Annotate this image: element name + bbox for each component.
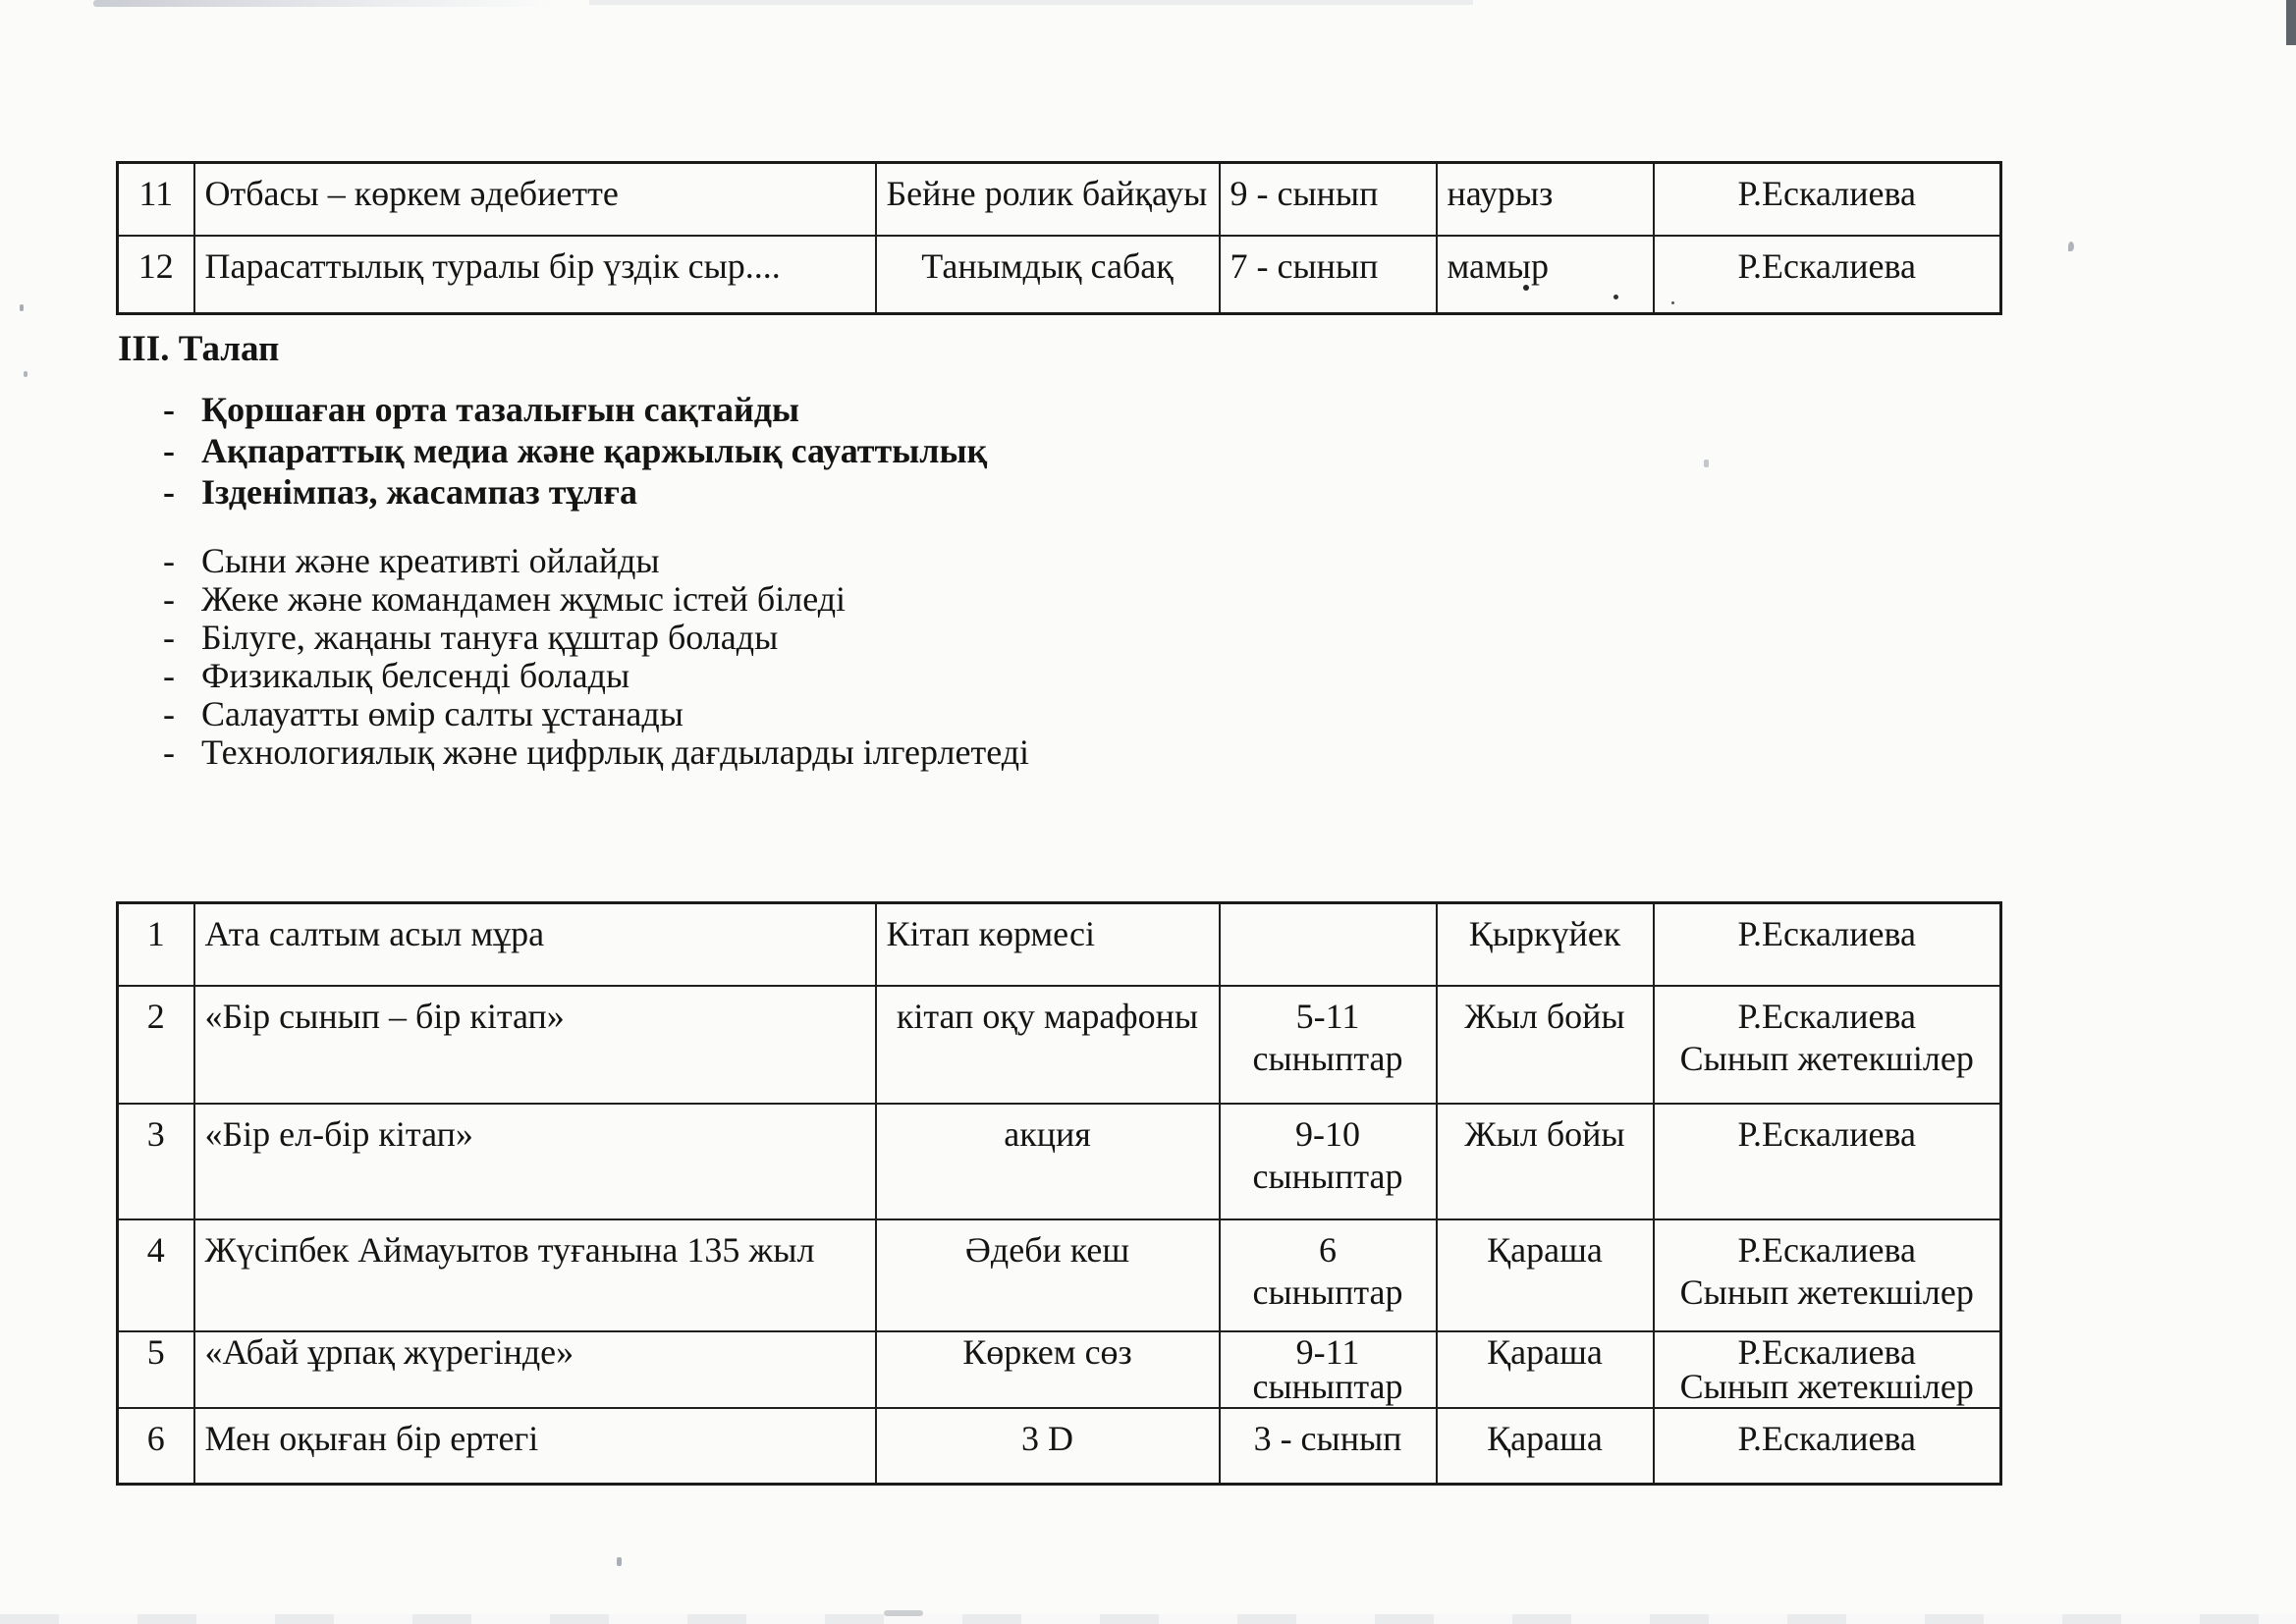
dash-marker: - [163, 431, 175, 470]
dash-marker: - [163, 656, 175, 695]
month-cell: Қараша [1437, 1408, 1654, 1485]
grade-line: сыныптар [1252, 1156, 1403, 1196]
table-row [118, 1331, 2001, 1408]
table-row [118, 163, 2001, 236]
grade-cell [1220, 1104, 1437, 1219]
list-item-text: Ізденімпаз, жасампаз тұлға [201, 472, 637, 512]
event-form-cell: Танымдық сабақ [876, 236, 1220, 314]
scan-artifact [884, 1610, 923, 1616]
responsible-line: Сынып жетекшілер [1679, 1366, 1974, 1406]
list-item [163, 389, 987, 430]
bullet-list [163, 542, 1029, 772]
table-row [118, 1219, 2001, 1331]
event-name-cell: «Абай ұрпақ жүрегінде» [194, 1331, 876, 1408]
grade-line: сыныптар [1252, 1038, 1403, 1078]
list-item-text: Білуге, жаңаны тануға құштар болады [201, 618, 779, 657]
event-form-cell: Көркем сөз [876, 1331, 1220, 1408]
list-item [163, 619, 1029, 657]
event-form-cell: Кітап көрмесі [876, 903, 1220, 986]
event-form-cell: акция [876, 1104, 1220, 1219]
section-heading: III. Талап [118, 329, 280, 369]
month-cell: мамыр [1437, 236, 1654, 314]
row-number-cell: 4 [118, 1219, 194, 1331]
table-row [118, 236, 2001, 314]
scan-artifact [617, 1557, 622, 1566]
grade-cell: 7 - сынып [1220, 236, 1437, 314]
list-item-text: Технологиялық және цифрлық дағдыларды ілгерлетеді [201, 732, 1030, 772]
event-name-cell: «Бір ел-бір кітап» [194, 1104, 876, 1219]
responsible-cell [1654, 986, 2001, 1104]
event-form-cell: 3 D [876, 1408, 1220, 1485]
grade-line: 9-11 [1295, 1331, 1360, 1372]
responsible-cell: Р.Ескалиева [1654, 1408, 2001, 1485]
scan-artifact [0, 1614, 2296, 1624]
list-item [163, 471, 987, 513]
responsible-line: Сынып жетекшілер [1679, 1272, 1974, 1312]
grade-line: сыныптар [1252, 1366, 1403, 1406]
grade-cell [1220, 1331, 1437, 1408]
list-item [163, 430, 987, 471]
dash-marker: - [163, 732, 175, 772]
list-item-text: Сыни және креативті ойлайды [201, 541, 660, 580]
event-form-cell: Бейне ролик байқауы [876, 163, 1220, 236]
row-number-cell: 6 [118, 1408, 194, 1485]
event-name-cell: «Бір сынып – бір кітап» [194, 986, 876, 1104]
event-name-cell: Жүсіпбек Аймауытов туғанына 135 жыл [194, 1219, 876, 1331]
event-name-cell: Ата салтым асыл мұра [194, 903, 876, 986]
row-number-cell: 12 [118, 236, 194, 314]
responsible-line: Р.Ескалиева [1737, 1331, 1916, 1372]
month-cell: Қараша [1437, 1331, 1654, 1408]
row-number-cell: 5 [118, 1331, 194, 1408]
event-name-cell: Парасаттылық туралы бір үздік сыр.... [194, 236, 876, 314]
list-item [163, 733, 1029, 772]
month-cell: Жыл бойы [1437, 986, 1654, 1104]
list-item-text: Жеке және командамен жұмыс істей біледі [201, 579, 847, 619]
grade-cell: 9 - сынып [1220, 163, 1437, 236]
scan-artifact [2286, 0, 2296, 45]
grade-cell [1220, 986, 1437, 1104]
row-number-cell: 2 [118, 986, 194, 1104]
dash-marker: - [163, 618, 175, 657]
scan-artifact [2068, 242, 2074, 251]
scan-artifact [24, 371, 27, 377]
scan-artifact [93, 0, 555, 7]
dash-marker: - [163, 472, 175, 512]
event-form-cell: кітап оқу марафоны [876, 986, 1220, 1104]
month-cell: Қыркүйек [1437, 903, 1654, 986]
event-name-cell: Мен оқыған бір ертегі [194, 1408, 876, 1485]
responsible-line: Сынып жетекшілер [1679, 1038, 1974, 1078]
row-number-cell: 1 [118, 903, 194, 986]
responsible-line: Р.Ескалиева [1737, 996, 1916, 1036]
event-name-cell: Отбасы – көркем әдебиетте [194, 163, 876, 236]
responsible-cell: Р.Ескалиева [1654, 163, 2001, 236]
responsible-cell [1654, 1219, 2001, 1331]
list-item [163, 657, 1029, 695]
grade-line: 9-10 [1295, 1113, 1360, 1154]
responsible-cell [1654, 1331, 2001, 1408]
list-item-text: Ақпараттық медиа және қаржылық сауаттылық [201, 431, 988, 470]
grade-line: сыныптар [1252, 1272, 1403, 1312]
list-item [163, 542, 1029, 580]
bullet-list-bold [163, 389, 987, 513]
responsible-line: Р.Ескалиева [1737, 1229, 1916, 1270]
month-cell: Қараша [1437, 1219, 1654, 1331]
scan-artifact [589, 0, 1473, 5]
row-number-cell: 11 [118, 163, 194, 236]
responsible-cell: Р.Ескалиева [1654, 903, 2001, 986]
dash-marker: - [163, 694, 175, 733]
dash-marker: - [163, 390, 175, 429]
grade-line: 5-11 [1295, 996, 1360, 1036]
responsible-cell: Р.Ескалиева [1654, 236, 2001, 314]
list-item-text: Физикалық белсенді болады [201, 656, 630, 695]
event-form-cell: Әдеби кеш [876, 1219, 1220, 1331]
grade-cell [1220, 1219, 1437, 1331]
scan-artifact [1704, 460, 1709, 467]
month-cell: наурыз [1437, 163, 1654, 236]
grade-cell [1220, 903, 1437, 986]
list-item-text: Қоршаған орта тазалығын сақтайды [201, 390, 800, 429]
activities-table-top [116, 161, 2002, 315]
table-row [118, 1104, 2001, 1219]
list-item [163, 695, 1029, 733]
dash-marker: - [163, 541, 175, 580]
activities-table-bottom [116, 901, 2002, 1486]
responsible-cell: Р.Ескалиева [1654, 1104, 2001, 1219]
grade-line: 6 [1319, 1229, 1337, 1270]
scan-artifact [20, 304, 24, 311]
table-row [118, 1408, 2001, 1485]
grade-cell: 3 - сынып [1220, 1408, 1437, 1485]
row-number-cell: 3 [118, 1104, 194, 1219]
list-item [163, 580, 1029, 619]
month-cell: Жыл бойы [1437, 1104, 1654, 1219]
table-row [118, 986, 2001, 1104]
table-row [118, 903, 2001, 986]
dash-marker: - [163, 579, 175, 619]
list-item-text: Салауатты өмір салты ұстанады [201, 694, 683, 733]
